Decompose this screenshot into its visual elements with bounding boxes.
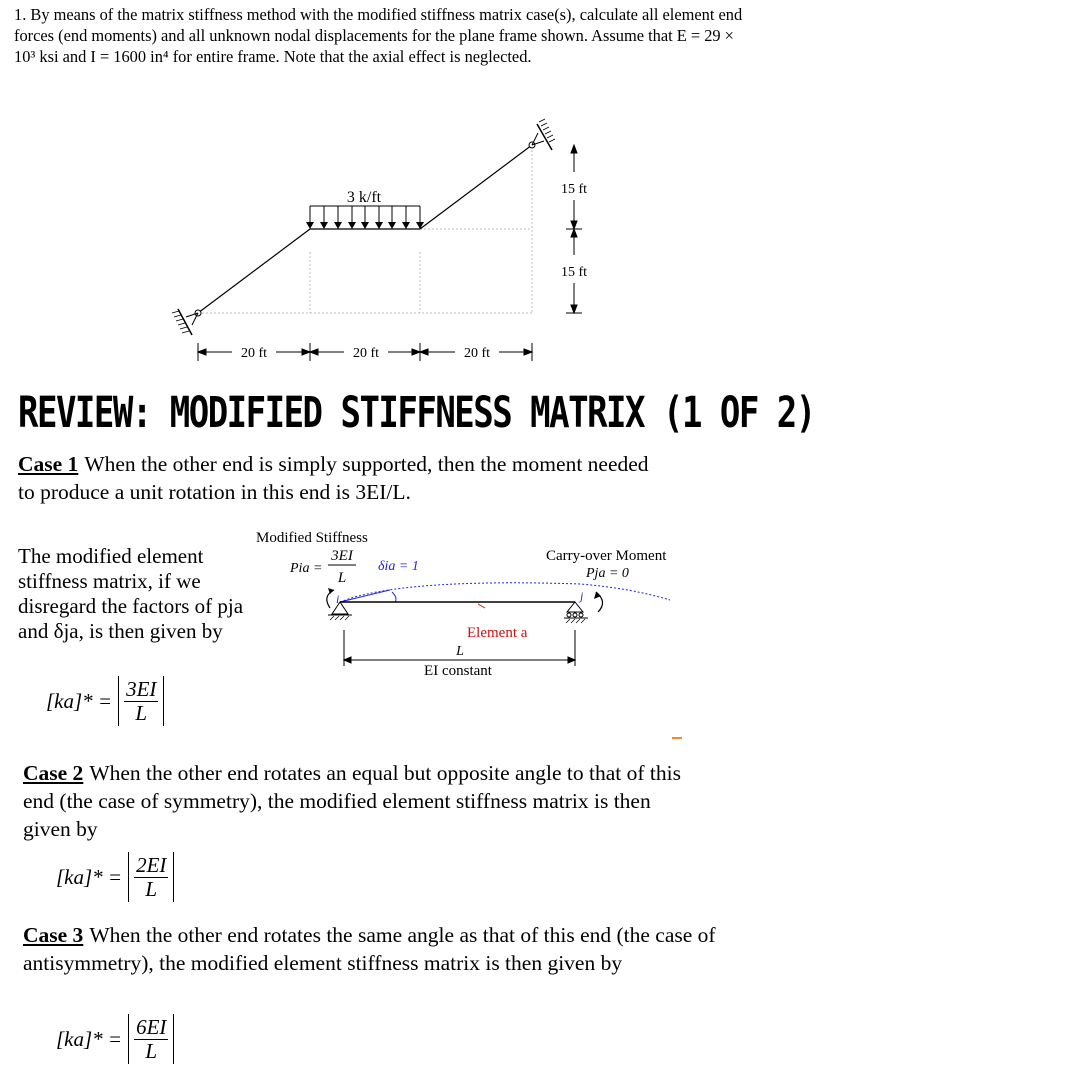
matrix-bracket [128,1014,174,1064]
span-label-2: 20 ft [352,346,380,361]
case1-block [18,450,658,506]
moment-numerator: 3EI [331,548,353,564]
review-title: REVIEW: MODIFIED STIFFNESS MATRIX (1 OF 2) [18,388,815,438]
height-label-1: 15 ft [560,182,588,197]
matrix-case1 [46,676,164,726]
guide-lines [198,150,532,313]
rotation-arc [392,592,396,602]
carry-over-title: Carry-over Moment [546,548,667,564]
beam-title: Modified Stiffness [256,530,368,546]
height-label-2: 15 ft [560,265,588,280]
left-support [172,309,201,335]
beam-right-support [564,602,588,623]
matrix-denominator: L [145,877,158,901]
moment-lhs: Pia = [290,561,323,576]
beam-left-support [328,602,352,620]
ei-label: EI constant [424,663,492,679]
length-label: L [456,644,464,659]
matrix-lhs: [ka]* = [56,864,123,889]
case3-text: When the other end rotates the same angle as that of this end (the case of antisymmetry), the modified element stiffness matrix is then given by [23,923,716,975]
node-j: j [580,589,584,603]
node-i: i [336,592,340,606]
matrix-denominator: L [135,701,148,725]
problem-text: By means of the matrix stiffness method with the modified stiffness matrix case(s), calculate all element end forces (end moments) and all unknown nodal displacements for the plane frame shown. Assume that E = 29 × 10³ ksi and I = 1600 in⁴ for entire frame. Note that the axial effect is neglected. [14,5,743,66]
beam-figure [250,520,700,690]
element-label: Element a [467,625,528,641]
stray-mark [672,737,682,739]
matrix-numerator: 2EI [136,853,167,877]
matrix-numerator: 3EI [126,677,157,701]
matrix-case3 [56,1014,174,1064]
element-pointer [478,604,485,608]
right-support [529,119,555,150]
matrix-case2 [56,852,174,902]
moment-denominator: L [337,570,347,586]
load-label: 3 k/ft [346,189,382,206]
tangent-line [340,590,390,602]
distributed-load [306,206,424,229]
deflected-shape [340,583,670,602]
modified-matrix-description: The modified element stiffness matrix, if we disregard the factors of pja and δja, is then given by [18,544,244,643]
case1-label: Case 1 [18,452,79,476]
frame-figure [0,0,1080,380]
matrix-numerator: 6EI [136,1015,167,1039]
case1-text: When the other end is simply supported, then the moment needed to produce a unit rotation in this end is 3EI/L. [18,452,649,504]
case2-label: Case 2 [23,761,84,785]
carry-over-value: Pja = 0 [586,566,629,581]
matrix-bracket [128,852,174,902]
matrix-lhs: [ka]* = [46,688,113,713]
height-dimension [566,145,582,313]
case2-block [23,759,703,843]
span-label-1: 20 ft [240,346,268,361]
matrix-denominator: L [145,1039,158,1063]
case3-block [23,921,723,977]
problem-number: 1. [14,5,27,24]
span-label-3: 20 ft [463,346,491,361]
case3-label: Case 3 [23,923,84,947]
matrix-bracket [118,676,164,726]
rotation-label: δia = 1 [378,559,419,574]
case2-text: When the other end rotates an equal but opposite angle to that of this end (the case of symmetry), the modified element stiffness matrix is then given by [23,761,681,841]
matrix-lhs: [ka]* = [56,1026,123,1051]
